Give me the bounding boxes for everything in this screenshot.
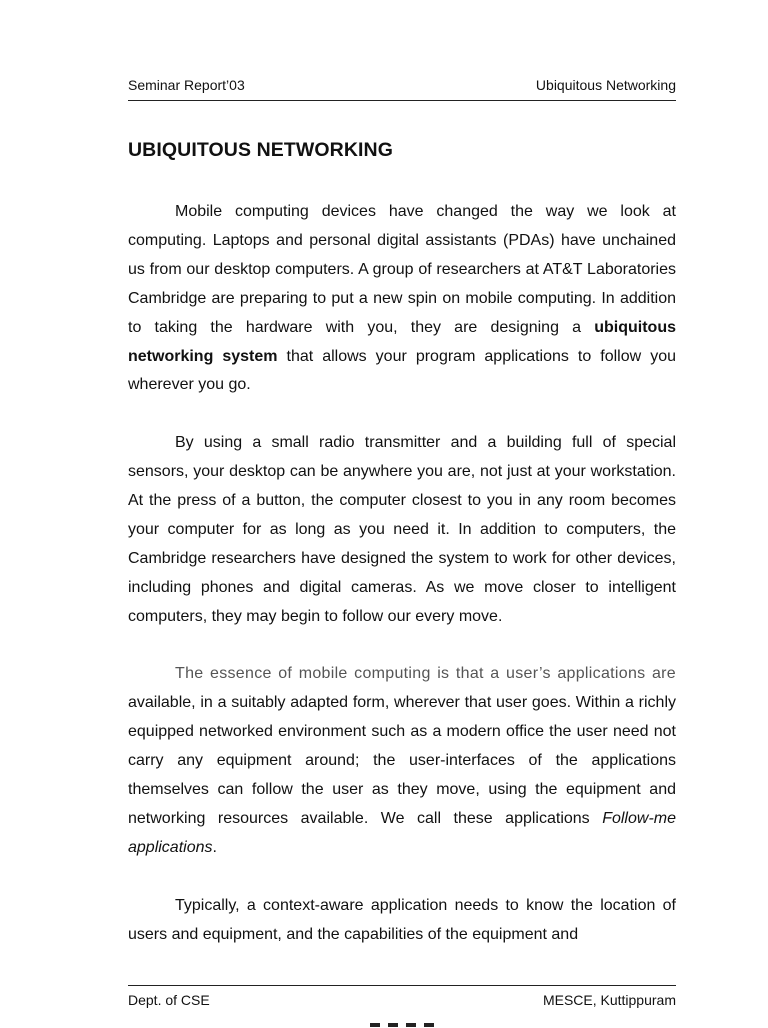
next-page-edge: [370, 1014, 490, 1028]
paragraph-3-text-b: .: [212, 838, 217, 856]
paragraph-3-light-lead: The essence of mobile computing is that a user’s applications are: [175, 665, 676, 683]
header-topic-label: Ubiquitous Networking: [535, 77, 676, 93]
paragraph-1: [128, 198, 676, 400]
body-text: [128, 198, 676, 950]
header-report-label: Seminar Report’03: [128, 77, 245, 93]
paragraph-1-text-a: Mobile computing devices have changed the way we look at computing. Laptops and personal digital assistants (PDAs) have unchained us from our desktop computers. A group of researchers at AT&T Laboratories Cambridge are preparing to put a new spin on mobile computing. In addition to taking the hardware with you, they are designing a: [128, 203, 676, 336]
paragraph-1-bold-term: ubiquitous networking system: [128, 318, 676, 365]
paragraph-3: [128, 660, 676, 862]
running-header: [128, 76, 676, 101]
page-title: UBIQUITOUS NETWORKING: [128, 139, 393, 161]
paragraph-3-italic-term: Follow-me applications: [128, 810, 676, 856]
footer-institution: MESCE, Kuttippuram: [542, 992, 676, 1008]
paragraph-2: By using a small radio transmitter and a building full of special sensors, your desktop can be anywhere you are, not just at your workstation. At the press of a button, the computer closest to you in any room becomes your computer for as long as you need it. In addition to computers, the Cambridge researchers have designed the system to work for other devices, including phones and digital cameras. As we move closer to intelligent computers, they may begin to follow our every move.: [128, 434, 676, 625]
footer-department: Dept. of CSE: [128, 992, 210, 1008]
paragraph-4: Typically, a context-aware application needs to know the location of users and equipment, and the capabilities of the equipment and: [128, 896, 676, 943]
running-footer: [128, 985, 676, 1008]
paragraph-3-text-a: available, in a suitably adapted form, wherever that user goes. Within a richly equipped networked environment such as a modern office the user need not carry any equipment around; the user-interfaces of the applications themselves can follow the user as they move, using the equipment and networking resources available. We call these applications: [128, 694, 676, 827]
paragraph-1-text-b: that allows your program applications to follow you wherever you go.: [128, 347, 676, 394]
